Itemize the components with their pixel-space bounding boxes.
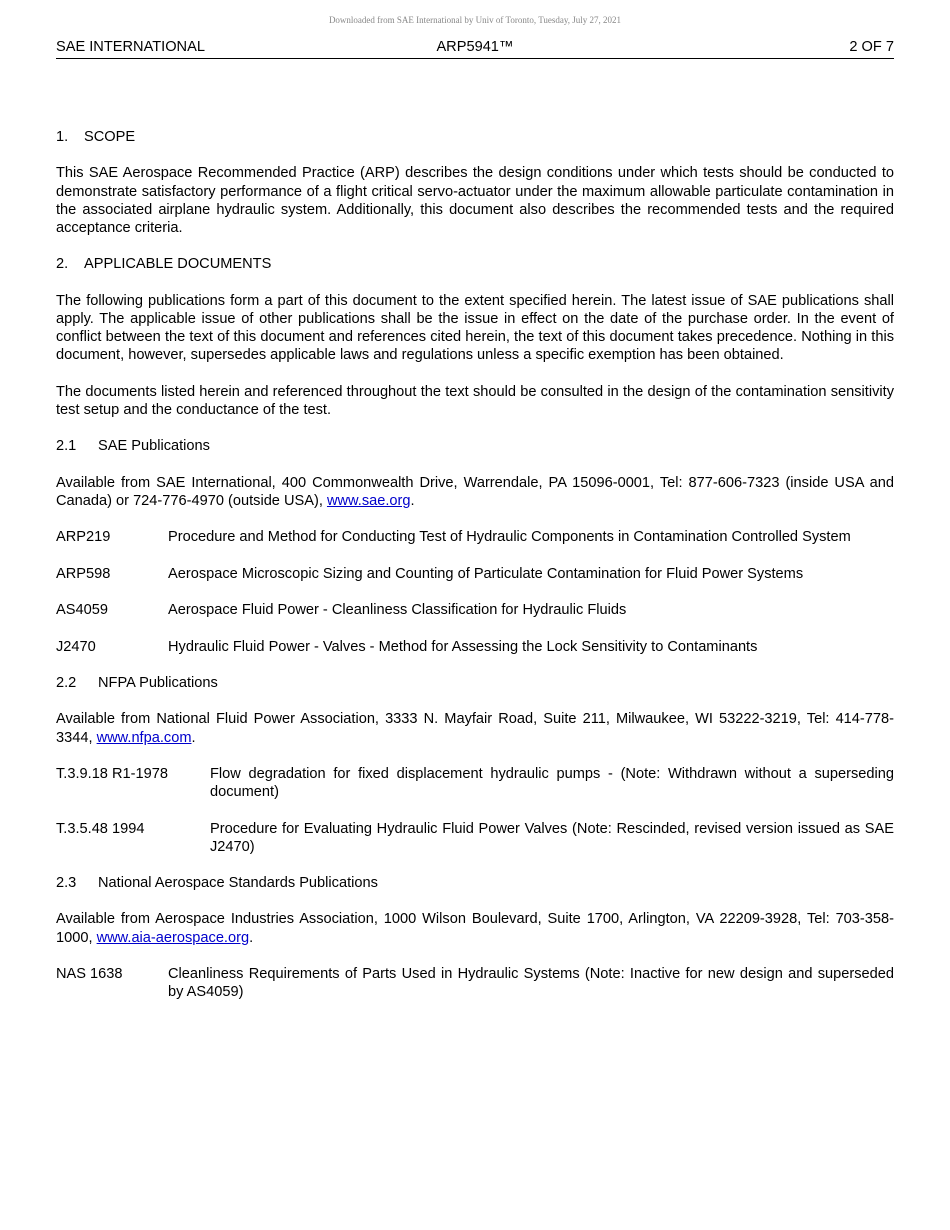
reference-code: AS4059 bbox=[56, 602, 108, 619]
header-organization: SAE INTERNATIONAL bbox=[56, 39, 205, 55]
header-page-number: 2 OF 7 bbox=[849, 39, 894, 55]
subsection-title: SAE Publications bbox=[98, 438, 210, 455]
nas-availability-paragraph: Available from Aerospace Industries Association, 1000 Wilson Boulevard, Suite 1700, Arlington, VA 22209-3928, Tel: 703-358-1000, www.aia-aerospace.org. bbox=[56, 911, 894, 946]
subsection-heading-nas bbox=[56, 874, 894, 892]
reference-title: Aerospace Fluid Power - Cleanliness Classification for Hydraulic Fluids bbox=[168, 602, 627, 619]
reference-entry bbox=[56, 820, 894, 856]
reference-entry bbox=[56, 528, 894, 546]
sae-availability-paragraph: Available from SAE International, 400 Commonwealth Drive, Warrendale, PA 15096-0001, Tel: 877-606-7323 (inside USA and Canada) or 724-776-4970 (outside USA), www.sae.org. bbox=[56, 474, 894, 509]
scope-paragraph: This SAE Aerospace Recommended Practice (ARP) describes the design conditions under which tests should be conducted to demonstrate satisfactory performance of a flight critical servo-actuator under the maximum allowable particulate contamination in the associated airplane hydraulic system. Additionally, this document also describes the recommended tests and the required acceptance criteria. bbox=[56, 165, 894, 236]
section-title: APPLICABLE DOCUMENTS bbox=[84, 256, 272, 273]
reference-entry bbox=[56, 601, 894, 619]
header-document-number: ARP5941™ bbox=[436, 39, 514, 55]
subsection-title: National Aerospace Standards Publications bbox=[98, 875, 378, 892]
download-watermark: Downloaded from SAE International by Univ of Toronto, Tuesday, July 27, 2021 bbox=[328, 15, 622, 25]
applicable-paragraph-2: The documents listed herein and referenced throughout the text should be consulted in the design of the contamination sensitivity test setup and the conductance of the test. bbox=[56, 383, 894, 418]
subsection-title: NFPA Publications bbox=[98, 674, 218, 691]
reference-code: T.3.9.18 R1-1978 bbox=[56, 765, 168, 782]
reference-code: ARP219 bbox=[56, 529, 111, 546]
reference-title: Flow degradation for fixed displacement hydraulic pumps - (Note: Withdrawn without a superseding document) bbox=[210, 765, 894, 801]
subsection-number: 2.3 bbox=[56, 875, 77, 892]
nfpa-website-link[interactable]: www.nfpa.com bbox=[96, 729, 192, 746]
page-body bbox=[56, 128, 894, 1020]
reference-title: Aerospace Microscopic Sizing and Counting of Particulate Contamination for Fluid Power Systems bbox=[168, 565, 804, 582]
reference-title: Cleanliness Requirements of Parts Used in Hydraulic Systems (Note: Inactive for new design and superseded by AS4059) bbox=[168, 966, 894, 1001]
section-number: 1. bbox=[56, 129, 69, 145]
reference-title: Hydraulic Fluid Power - Valves - Method for Assessing the Lock Sensitivity to Contaminants bbox=[168, 638, 758, 655]
section-heading-applicable-documents bbox=[56, 255, 894, 273]
nfpa-availability-paragraph: Available from National Fluid Power Association, 3333 N. Mayfair Road, Suite 211, Milwaukee, WI 53222-3219, Tel: 414-778-3344, www.nfpa.com. bbox=[56, 711, 894, 746]
reference-title: Procedure for Evaluating Hydraulic Fluid Power Valves (Note: Rescinded, revised version issued as SAE J2470) bbox=[210, 820, 894, 855]
section-number: 2. bbox=[56, 256, 69, 273]
reference-code: ARP598 bbox=[56, 565, 111, 582]
reference-entry bbox=[56, 638, 894, 656]
sae-website-link[interactable]: www.sae.org bbox=[326, 492, 411, 509]
reference-code: J2470 bbox=[56, 638, 96, 655]
aia-website-link[interactable]: www.aia-aerospace.org bbox=[96, 929, 250, 946]
reference-title: Procedure and Method for Conducting Test of Hydraulic Components in Contamination Controlled System bbox=[168, 529, 851, 546]
reference-code: NAS 1638 bbox=[56, 966, 123, 983]
subsection-heading-sae bbox=[56, 437, 894, 455]
reference-entry bbox=[56, 765, 894, 801]
section-heading-scope bbox=[56, 128, 894, 146]
subsection-number: 2.1 bbox=[56, 438, 77, 455]
section-title: SCOPE bbox=[84, 129, 136, 145]
reference-entry bbox=[56, 965, 894, 1001]
subsection-heading-nfpa bbox=[56, 674, 894, 692]
subsection-number: 2.2 bbox=[56, 674, 77, 691]
applicable-paragraph-1: The following publications form a part of this document to the extent specified herein. The latest issue of SAE publications shall apply. The applicable issue of other publications shall be the issue in effect on the date of the purchase order. In the event of conflict between the text of this document and references cited herein, the text of this document takes precedence. Nothing in this document, however, supersedes applicable laws and regulations unless a specific exemption has been obtained. bbox=[56, 292, 894, 364]
reference-entry bbox=[56, 565, 894, 583]
running-header bbox=[56, 38, 894, 59]
reference-code: T.3.5.48 1994 bbox=[56, 820, 145, 837]
